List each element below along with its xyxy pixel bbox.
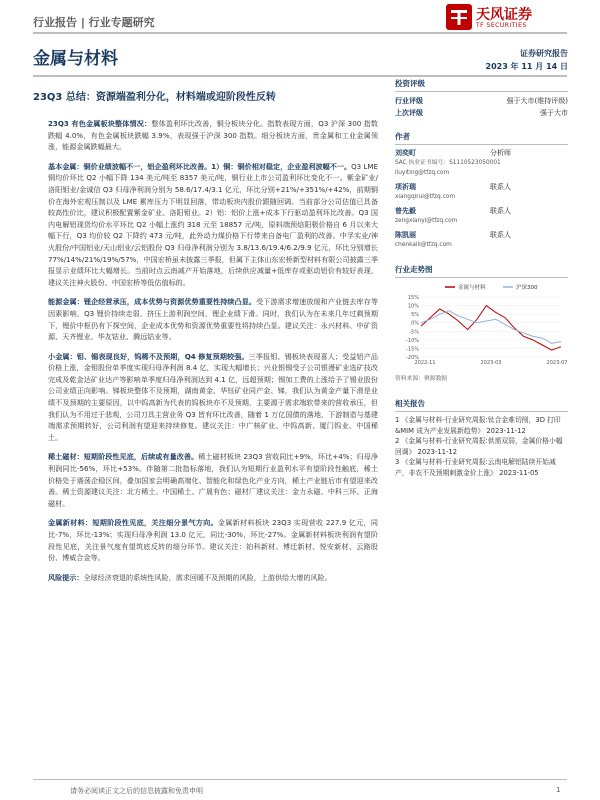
para-text: 稀土磁材板块 23Q3 营收同比+9%，环比+4%；归母净利润同比-56%，环比+53%。伴随第二批指标落地，我们认为短期行业盈利水平有望阶段性触底，稀土价格处于震荡企稳区间，叠加国家会明确高端化、智能化和绿色化产业方向，稀土产业链后市有望迎来改善。稀土资源建议关注：北方稀土、中国稀土、广晟有色；磁材厂建议关注：金力永磁、中科三环、正海磁材。: [48, 452, 378, 508]
report-date: 2023 年 11 月 14 日: [485, 62, 568, 71]
series-line: [421, 311, 561, 344]
logo-en-text: TF SECURITIES: [476, 22, 527, 29]
related-item[interactable]: 2 《金属与材料-行业研究周报:供需双弱，金属价格小幅回调》 2023-11-12: [395, 437, 563, 456]
page-number: 1: [556, 786, 561, 794]
legend-label: 金属与材料: [458, 285, 486, 291]
author-email[interactable]: xiangqirui@tfzq.com: [395, 194, 455, 200]
x-tick-label: 2023-07: [546, 360, 568, 366]
para-text: 受下游需求增速放缓和产业链去库存等因素影响，Q3 锂价持续走弱，挤压上游利润空间，锂企业绩下滑。同时，我们认为在未来几年过剩预期下，锂价中枢仍有下探空间，企业成本优势和资源优势重要性将持续凸显。建议关注：永兴材料、中矿资源、天齐锂业、华友钴业、腾远钴业等。: [48, 297, 378, 342]
paragraph-base-metals: [48, 161, 378, 289]
author-cert: SAC 执业证书编号：S1110523050001: [395, 160, 501, 166]
rating-label: 上次评级: [395, 109, 423, 117]
author-role: 联系人: [490, 183, 511, 191]
footer-divider: [33, 779, 567, 780]
rating-value: 强于大市: [540, 109, 568, 117]
x-tick-label: 2022-11: [414, 360, 436, 366]
para-heading: 小金属：钼、锡表现良好，钨稀不及预期，Q4 修复预期较强。: [48, 351, 249, 361]
series-line: [421, 306, 561, 351]
para-text: 三季报钼、锡板块表现喜人；受益铝产品价格上涨，金钼股份单季度实现归母净利润 8.4 亿，实现大幅增长；兴业银锡受子公司银漫矿业选矿技改完成及乾金达矿业达产等影响单季度归母净利润达到 4.1 亿，远超预期；锡加工费的上涨给予了锡业股份公司业绩正向影响。锑板块整体不及预期，湖南黄金、华钰矿业同产金、锑，我们认为黄金产量下滑是业绩不及预期的主要原因，以中钨高新为代表的钨板块亦不及预期，主要源于需求端软带来的营收承压，但我们认为不用过于悲观，公司刀具主营业务 Q3 皆有环比改善，随着 1 万亿国债的落地，下游制造与基建端需求预期转好，公司利润有望迎来持续修复。建议关注：中广核矿业、中钨高新、厦门钨业、中国稀土。: [48, 351, 379, 442]
para-heading: 基本金属：铜价业绩波幅不一，铝企盈利环比改善。1）铜：铜价相对稳定，企业盈利波幅不一。: [48, 161, 352, 171]
author-name: 刘奕町: [395, 149, 416, 157]
author-email[interactable]: chenkaili@tfzq.com: [395, 242, 452, 248]
author-role: 分析师: [490, 149, 511, 157]
author-role: 联系人: [490, 207, 511, 215]
trend-chart: [395, 281, 568, 371]
y-tick-label: -10%: [406, 337, 419, 344]
rating-value: 强于大市(维持评级): [506, 97, 568, 105]
disclaimer: 请务必阅读正文之后的信息披露和免责申明: [70, 787, 203, 795]
paragraph-energy-metals: [48, 296, 378, 342]
author-entry: [395, 230, 568, 250]
author-name: 陈凯丽: [395, 231, 416, 239]
para-heading: 金属新材料：短期阶段性见底，关注细分景气方向。: [48, 518, 218, 528]
report-subtitle: 23Q3 总结：资源端盈利分化，材料端或迎阶段性反转: [33, 92, 276, 103]
rating-label: 行业评级: [395, 97, 423, 105]
x-tick-label: 2023-03: [480, 360, 502, 366]
chart-source: 资料来源：聚源数据: [395, 376, 448, 382]
trend-heading: 行业走势图: [395, 264, 568, 278]
paragraph-risk: [48, 572, 378, 584]
para-text: 金属新材料板块 23Q3 实现营收 227.9 亿元，同比-7%，环比-13%；实现归母净利润 13.0 亿元，同比-30%，环比-27%。金属新材料板块利润有望阶段性见底，关注景气度有望筑底反转的细分环节。建议关注：铂科新材、博迁新材、悦安新材、云路股份、博威合金等。: [48, 518, 379, 563]
author-entry: [395, 148, 568, 178]
para-text: Q3 LME 铜均价环比 Q2 小幅下降 134 美元/吨至 8357 美元/吨，铜行业上市公司盈利环比变化不一。紫金矿业/洛阳钼业/金诚信 Q3 归母净利润分别为 58.6/17.4/3.1 亿元，环比分别+21%/+351%/+42%，前期铜价在海外宏观压制以及 LME 累库压力下明显回落，带动板块内股价跟随回调。当前部分公司估值已具备较高性价比，建议积极配置紫金矿业、洛阳钼业。2）铝：铝价上涨+成本下行驱动盈利环比改善。Q3 国内电解铝现货均价水平环比 Q2 小幅上涨约 318 元至 18857 元/吨，原料端预焙阳极价格自 6 月以来大幅下行，Q3 均价较 Q2 下降约 473 元/吨，此外动力煤价格下行带来自备电厂盈利的改善。中孚实业/神火股份/中国铝业/天山铝业/云铝股份 Q3 归母净利润分别为 3.8/13.6/19.4/6.2/9.9 亿元，环比分别增长 77%/14%/21%/19%/57%，中国宏桥虽未披露三季报，但属下主体山东宏桥新型材料有限公司披露三季报显示业绩环比大幅增长。当前时点云南减产开始落地，后续供应减量+低库存或驱动铝价有较好表现，建议关注神火股份、中国宏桥等低估值标的。: [48, 161, 378, 287]
author-name: 曾先毅: [395, 207, 416, 215]
y-tick-label: 5%: [411, 312, 419, 319]
y-tick-label: -15%: [406, 346, 419, 353]
para-heading: 能源金属：锂企经营承压，成本优势与资源优势重要性持续凸显。: [48, 297, 257, 307]
related-heading: 相关报告: [395, 398, 568, 412]
y-tick-label: 0%: [411, 320, 419, 327]
para-heading: 23Q3 有色金属板块整体情况：: [48, 119, 152, 128]
author-role: 联系人: [490, 231, 511, 239]
related-item[interactable]: 1 《金属与材料-行业研究周报:钛合金难切削，3D 打印&MIM 成为产业发展新趋势》 2023-11-12: [395, 416, 561, 435]
rating-heading: 投资评级: [395, 78, 568, 92]
title-divider: [33, 75, 567, 77]
author-email[interactable]: zengxianyi@tfzq.com: [395, 218, 458, 224]
rating-row: [395, 95, 568, 107]
y-tick-label: 15%: [407, 295, 419, 301]
y-tick-label: -5%: [409, 329, 419, 336]
paragraph-rare-earth: [48, 451, 378, 509]
author-entry: [395, 206, 568, 226]
author-email[interactable]: liuyiting@tfzq.com: [395, 170, 450, 176]
report-type: 证券研究报告: [520, 49, 568, 58]
brand-logo: [446, 2, 571, 34]
page-title: 金属与材料: [33, 49, 118, 69]
para-heading: 稀土磁材：短期阶段性见底，后续或有量改善。: [48, 452, 199, 462]
main-body: [48, 118, 378, 591]
related-item[interactable]: 3 《金属与材料-行业研究周报:云南电解铝陆续开始减产，非农不及预期刺激金价上涨》 2023-11-05: [395, 458, 556, 477]
rating-row: [395, 107, 568, 119]
paragraph-overview: [48, 118, 378, 153]
trend-chart-svg: [395, 281, 568, 371]
logo-mark-icon: [446, 4, 472, 30]
authors-heading: 作者: [395, 131, 568, 145]
paragraph-new-materials: [48, 517, 378, 563]
y-tick-label: 10%: [407, 303, 419, 310]
author-entry: [395, 182, 568, 202]
report-category: 行业报告 | 行业专题研究: [33, 16, 155, 29]
header-divider: [33, 32, 567, 34]
paragraph-minor-metals: [48, 351, 378, 444]
y-tick-label: -20%: [406, 355, 419, 361]
logo-cn-text: 天风证券: [476, 7, 532, 23]
legend-label: 沪深300: [516, 285, 538, 291]
sidebar: [395, 78, 568, 478]
author-name: 项祈瑞: [395, 183, 416, 191]
para-heading: 风险提示：: [48, 572, 84, 582]
para-text: 整体盈利环比改善，铜分板块分化。指数表现方面，Q3 沪深 300 指数跌幅 4.0%，有色金属板块跌幅 3.9%，表现强于沪深 300 指数。细分板块方面，贵金属和工业金属领涨，能源金属跌幅最大。: [48, 119, 378, 152]
para-text: 全球经济衰退的系统性风险，需求回暖不及预期的风险，上游供给大增的风险。: [83, 572, 332, 582]
